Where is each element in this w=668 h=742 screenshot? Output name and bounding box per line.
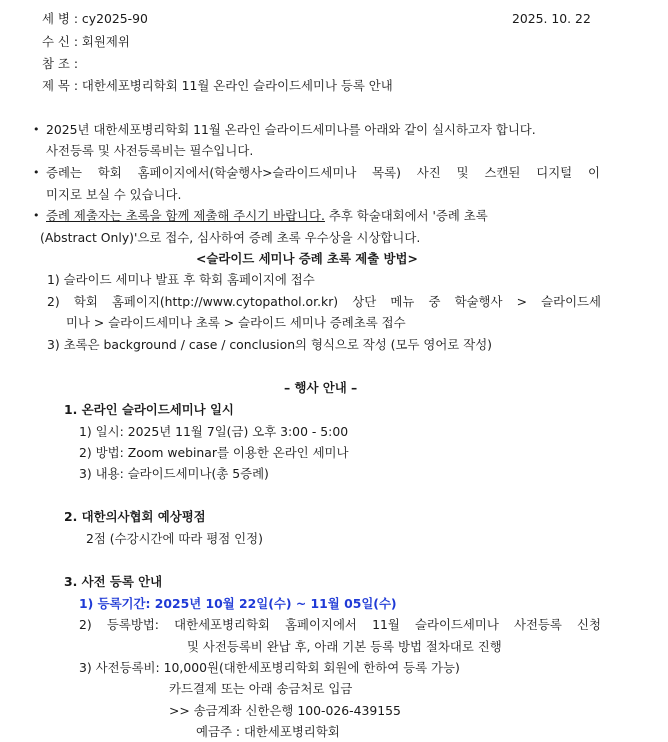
abstract-request-rest: 추후 학술대회에서 '증례 초록 <box>324 208 488 223</box>
submission-step-1: 1) 슬라이드 세미나 발표 후 학회 홈페이지에 접수 <box>47 272 315 287</box>
abstract-request-underlined: 증례 제출자는 초록을 함께 제출해 주시기 바랍니다. <box>46 208 325 223</box>
notice-bullet-1-line-2: 사전등록 및 사전등록비는 필수입니다. <box>46 143 254 158</box>
notice-bullet-3-line-1 <box>46 206 488 226</box>
submission-step-2-line-1: 2) 학회 홈페이지(http://www.cytopathol.or.kr) 상단 메뉴 중 학술행사 > 슬라이드세 <box>47 294 601 309</box>
bank-account-line: >> 송금계좌 신한은행 100-026-439155 <box>169 703 401 718</box>
submission-method-title: <슬라이드 세미나 증례 초록 제출 방법> <box>196 251 418 266</box>
section-1-item-3: 3) 내용: 슬라이드세미나(총 5증례) <box>79 466 269 481</box>
registration-method-line-1: 2) 등록방법: 대한세포병리학회 홈페이지에서 11월 슬라이드세미나 사전등록 신청 <box>79 617 601 632</box>
notice-bullet-2-line-1: 증례는 학회 홈페이지에서(학술행사>슬라이드세미나 목록) 사진 및 스캔된 디지털 이 <box>46 165 600 180</box>
notice-bullet-3-line-2: (Abstract Only)'으로 접수, 심사하여 증례 초록 우수상을 시상합니다. <box>40 230 421 245</box>
document-number: 세 병 : cy2025-90 <box>42 11 148 26</box>
notice-bullet-2-line-2: 미지로 보실 수 있습니다. <box>46 187 182 202</box>
bullet-icon: • <box>33 209 40 222</box>
section-1-item-2: 2) 방법: Zoom webinar를 이용한 온라인 세미나 <box>79 445 349 460</box>
reference-line: 참 조 : <box>42 56 78 71</box>
registration-method-line-2: 및 사전등록비 완납 후, 아래 기본 등록 방법 절차대로 진행 <box>187 639 502 654</box>
registration-period: 1) 등록기간: 2025년 10월 22일(수) ~ 11월 05일(수) <box>79 596 397 611</box>
subject-line: 제 목 : 대한세포병리학회 11월 온라인 슬라이드세미나 등록 안내 <box>42 78 393 93</box>
recipient-line: 수 신 : 회원제위 <box>42 34 130 49</box>
bullet-icon: • <box>33 123 40 136</box>
account-holder-line: 예금주 : 대한세포병리학회 <box>196 724 340 739</box>
registration-fee-line-2: 카드결제 또는 아래 송금처로 입금 <box>169 681 353 696</box>
section-2-title: 2. 대한의사협회 예상평점 <box>64 509 206 524</box>
document-date: 2025. 10. 22 <box>512 11 591 26</box>
section-1-item-1: 1) 일시: 2025년 11월 7일(금) 오후 3:00 - 5:00 <box>79 424 349 439</box>
section-1-title: 1. 온라인 슬라이드세미나 일시 <box>64 402 234 417</box>
event-info-title: – 행사 안내 – <box>284 380 358 395</box>
bullet-icon: • <box>33 166 40 179</box>
notice-bullet-1-line-1: 2025년 대한세포병리학회 11월 온라인 슬라이드세미나를 아래와 같이 실시하고자 합니다. <box>46 122 536 137</box>
submission-step-2-line-2: 미나 > 슬라이드세미나 초록 > 슬라이드 세미나 증례초록 접수 <box>66 315 406 330</box>
registration-fee-line-1: 3) 사전등록비: 10,000원(대한세포병리학회 회원에 한하여 등록 가능) <box>79 660 460 675</box>
section-3-title: 3. 사전 등록 안내 <box>64 574 163 589</box>
section-2-item-1: 2점 (수강시간에 따라 평점 인정) <box>86 531 263 546</box>
submission-step-3: 3) 초록은 background / case / conclusion의 형식으로 작성 (모두 영어로 작성) <box>47 337 492 352</box>
